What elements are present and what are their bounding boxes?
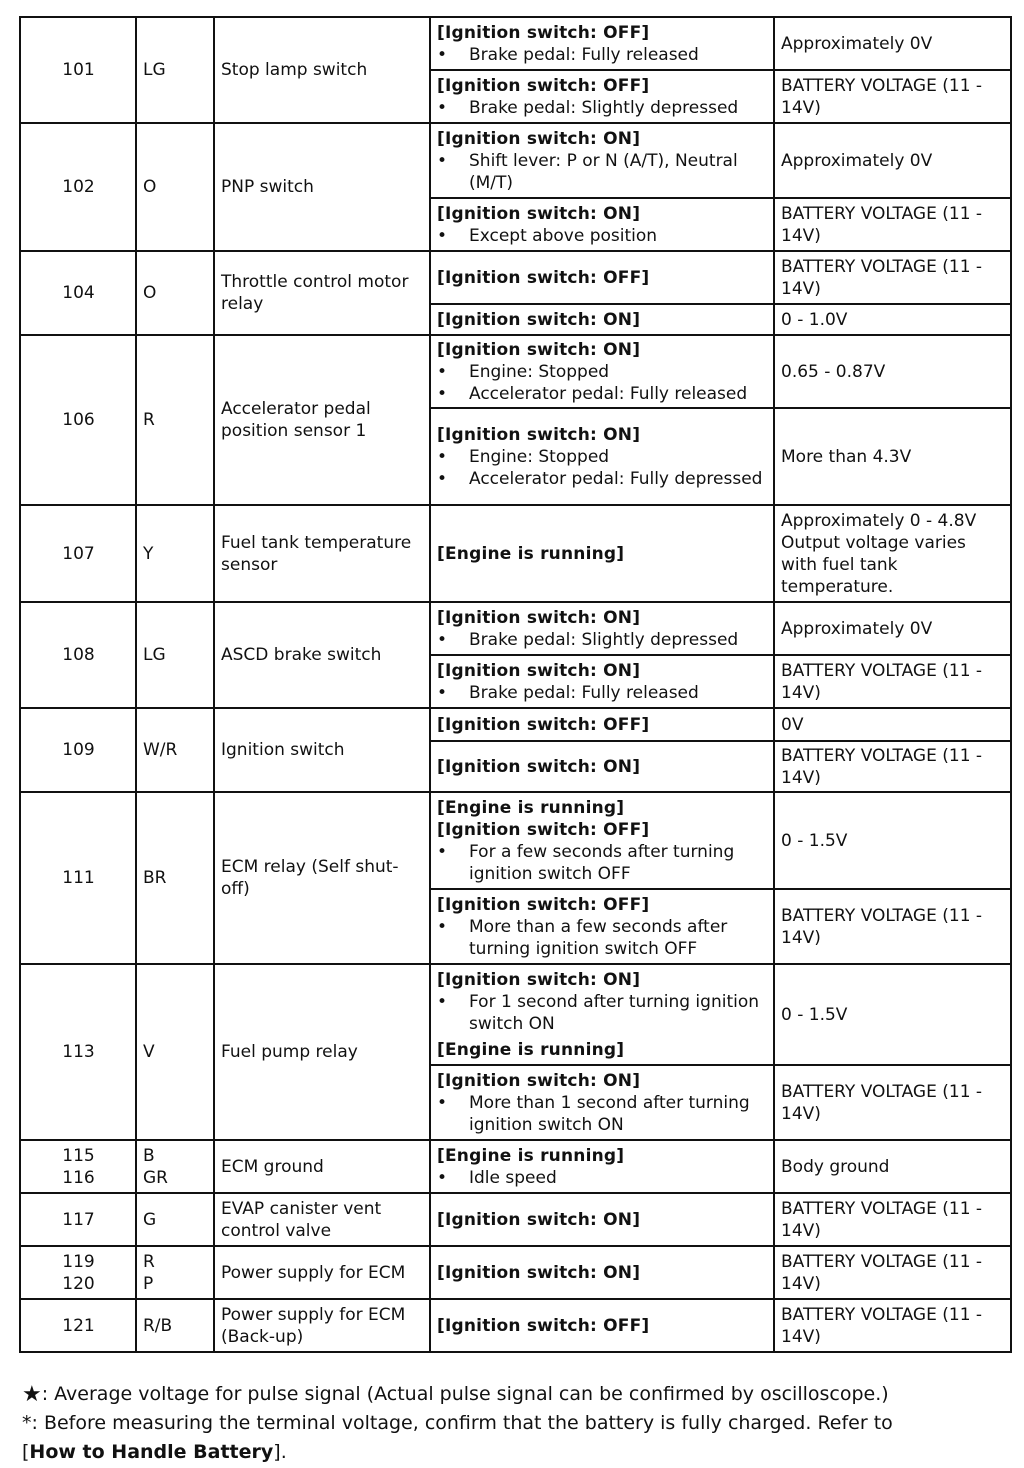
bracket-close: ]. (273, 1441, 287, 1463)
condition-heading: [Ignition switch: ON] (437, 128, 641, 149)
condition-bullet: • For a few seconds after turning ignition switch OFF (437, 841, 768, 885)
condition-cell (430, 708, 774, 741)
condition-cell (430, 304, 774, 335)
terminal-no-cell: 107 (20, 505, 136, 602)
condition-heading: [Ignition switch: ON] (437, 309, 641, 330)
wire-color-cell: R (136, 335, 214, 505)
condition-cell (430, 408, 774, 505)
terminal-no-cell: 121 (20, 1299, 136, 1352)
item-cell: ECM relay (Self shut-off) (214, 792, 430, 964)
voltage-cell: 0 - 1.0V (774, 304, 1011, 335)
condition-cell (430, 251, 774, 304)
condition-bullet: • Brake pedal: Fully released (437, 682, 768, 704)
table-body (20, 17, 1011, 1352)
wire-color-cell: G (136, 1193, 214, 1246)
star-icon: ★ (22, 1382, 42, 1407)
table-row (20, 1140, 1011, 1193)
asterisk-footnote (22, 1409, 1012, 1438)
table-row (20, 602, 1011, 655)
item-cell: Power supply for ECM (214, 1246, 430, 1299)
wire-color-cell: LG (136, 602, 214, 708)
condition-cell (430, 1065, 774, 1140)
condition-bullet: • More than a few seconds after turning ignition switch OFF (437, 916, 768, 960)
condition-bullet: • Engine: Stopped (437, 361, 768, 383)
terminal-no-cell: 109 (20, 708, 136, 792)
item-cell: ECM ground (214, 1140, 430, 1193)
condition-cell (430, 1140, 774, 1193)
table-row (20, 335, 1011, 408)
bracket-open: [ (22, 1441, 30, 1463)
condition-cell (430, 602, 774, 655)
condition-bullet: • Accelerator pedal: Fully released (437, 383, 768, 405)
item-cell: EVAP canister vent control valve (214, 1193, 430, 1246)
condition-cell (430, 792, 774, 889)
condition-cell (430, 198, 774, 251)
voltage-cell: BATTERY VOLTAGE (11 - 14V) (774, 70, 1011, 123)
table-row (20, 792, 1011, 889)
condition-bullet: • Accelerator pedal: Fully depressed (437, 468, 768, 490)
asterisk-note-text: : Before measuring the terminal voltage, confirm that the battery is fully charged. Refer to (31, 1412, 893, 1434)
condition-heading: [Ignition switch: ON] (437, 607, 641, 628)
terminal-no-cell: 104 (20, 251, 136, 335)
condition-heading: [Ignition switch: OFF] (437, 714, 650, 735)
wire-color-cell: R/B (136, 1299, 214, 1352)
condition-bullet: • Brake pedal: Fully released (437, 44, 768, 66)
condition-heading: [Ignition switch: ON] (437, 339, 641, 360)
wire-color-cell: W/R (136, 708, 214, 792)
condition-cell (430, 964, 774, 1065)
condition-cell (430, 655, 774, 708)
table-row (20, 123, 1011, 198)
condition-heading: [Ignition switch: ON] (437, 1070, 641, 1091)
condition-cell (430, 70, 774, 123)
condition-cell (430, 889, 774, 964)
item-cell: Fuel pump relay (214, 964, 430, 1140)
battery-handling-link[interactable]: How to Handle Battery (29, 1441, 274, 1463)
wire-color-cell: O (136, 123, 214, 251)
item-cell: Power supply for ECM (Back-up) (214, 1299, 430, 1352)
table-row (20, 964, 1011, 1065)
voltage-cell: 0V (774, 708, 1011, 741)
condition-heading: [Ignition switch: OFF] (437, 267, 650, 288)
footnotes (22, 1380, 1012, 1467)
table-row (20, 17, 1011, 70)
voltage-cell: BATTERY VOLTAGE (11 - 14V) (774, 889, 1011, 964)
condition-heading: [Ignition switch: ON] (437, 424, 641, 445)
item-cell: Stop lamp switch (214, 17, 430, 123)
wire-color-cell: O (136, 251, 214, 335)
voltage-cell: BATTERY VOLTAGE (11 - 14V) (774, 1193, 1011, 1246)
voltage-cell: Approximately 0V (774, 602, 1011, 655)
wire-color-cell: LG (136, 17, 214, 123)
condition-heading: [Engine is running] (437, 1145, 625, 1166)
table-row (20, 505, 1011, 602)
terminal-no-cell: 102 (20, 123, 136, 251)
voltage-cell: 0.65 - 0.87V (774, 335, 1011, 408)
wire-color-cell: Y (136, 505, 214, 602)
condition-bullet: • Except above position (437, 225, 768, 247)
condition-heading: [Engine is running] (437, 797, 625, 818)
condition-cell (430, 1193, 774, 1246)
condition-cell (430, 335, 774, 408)
condition-heading: [Ignition switch: ON] (437, 756, 641, 777)
terminal-no-cell: 106 (20, 335, 136, 505)
terminal-no-cell: 115 116 (20, 1140, 136, 1193)
terminal-no-cell: 108 (20, 602, 136, 708)
voltage-cell: BATTERY VOLTAGE (11 - 14V) (774, 198, 1011, 251)
condition-heading: [Ignition switch: OFF] (437, 22, 650, 43)
star-footnote (22, 1380, 1012, 1409)
condition-bullet: • Idle speed (437, 1167, 768, 1189)
condition-bullet: • More than 1 second after turning ignition switch ON (437, 1092, 768, 1136)
terminal-no-cell: 101 (20, 17, 136, 123)
wire-color-cell: B GR (136, 1140, 214, 1193)
voltage-cell: BATTERY VOLTAGE (11 - 14V) (774, 1246, 1011, 1299)
voltage-cell: 0 - 1.5V (774, 792, 1011, 889)
wire-color-cell: V (136, 964, 214, 1140)
voltage-cell: Approximately 0 - 4.8V Output voltage varies with fuel tank temperature. (774, 505, 1011, 602)
voltage-cell: BATTERY VOLTAGE (11 - 14V) (774, 1299, 1011, 1352)
condition-cell (430, 123, 774, 198)
table-row (20, 1299, 1011, 1352)
condition-cell (430, 1246, 774, 1299)
condition-heading: [Ignition switch: OFF] (437, 819, 650, 840)
item-cell: ASCD brake switch (214, 602, 430, 708)
terminal-no-cell: 111 (20, 792, 136, 964)
item-cell: Accelerator pedal position sensor 1 (214, 335, 430, 505)
asterisk-symbol: * (22, 1412, 32, 1434)
condition-bullet: • Brake pedal: Slightly depressed (437, 97, 768, 119)
condition-heading: [Ignition switch: ON] (437, 1262, 641, 1283)
condition-cell (430, 741, 774, 792)
condition-heading: [Engine is running] (437, 1039, 625, 1060)
condition-heading: [Ignition switch: ON] (437, 969, 641, 990)
terminal-no-cell: 119 120 (20, 1246, 136, 1299)
voltage-cell: Body ground (774, 1140, 1011, 1193)
wire-color-cell: BR (136, 792, 214, 964)
table-row (20, 1193, 1011, 1246)
item-cell: Fuel tank temperature sensor (214, 505, 430, 602)
condition-cell (430, 505, 774, 602)
battery-reference (22, 1438, 1012, 1467)
condition-bullet: • Brake pedal: Slightly depressed (437, 629, 768, 651)
voltage-cell: BATTERY VOLTAGE (11 - 14V) (774, 251, 1011, 304)
terminal-no-cell: 113 (20, 964, 136, 1140)
table-row (20, 708, 1011, 741)
star-note-text: : Average voltage for pulse signal (Actual pulse signal can be confirmed by oscilloscope.) (41, 1383, 889, 1405)
voltage-cell: BATTERY VOLTAGE (11 - 14V) (774, 655, 1011, 708)
condition-cell (430, 17, 774, 70)
voltage-cell: 0 - 1.5V (774, 964, 1011, 1065)
voltage-cell: BATTERY VOLTAGE (11 - 14V) (774, 1065, 1011, 1140)
condition-heading: [Ignition switch: ON] (437, 203, 641, 224)
condition-heading: [Ignition switch: ON] (437, 1209, 641, 1230)
condition-bullet: • Engine: Stopped (437, 446, 768, 468)
condition-heading: [Ignition switch: OFF] (437, 1315, 650, 1336)
condition-heading: [Engine is running] (437, 543, 625, 564)
item-cell: PNP switch (214, 123, 430, 251)
condition-bullet: • For 1 second after turning ignition switch ON (437, 991, 768, 1035)
condition-cell (430, 1299, 774, 1352)
voltage-cell: Approximately 0V (774, 123, 1011, 198)
item-cell: Throttle control motor relay (214, 251, 430, 335)
item-cell: Ignition switch (214, 708, 430, 792)
voltage-cell: BATTERY VOLTAGE (11 - 14V) (774, 741, 1011, 792)
voltage-cell: More than 4.3V (774, 408, 1011, 505)
condition-heading: [Ignition switch: OFF] (437, 75, 650, 96)
terminal-no-cell: 117 (20, 1193, 136, 1246)
table-row (20, 1246, 1011, 1299)
wire-color-cell: R P (136, 1246, 214, 1299)
condition-heading: [Ignition switch: OFF] (437, 894, 650, 915)
table-row (20, 251, 1011, 304)
terminal-voltage-table (19, 16, 1012, 1353)
condition-bullet: • Shift lever: P or N (A/T), Neutral (M/T) (437, 150, 768, 194)
condition-heading: [Ignition switch: ON] (437, 660, 641, 681)
voltage-cell: Approximately 0V (774, 17, 1011, 70)
